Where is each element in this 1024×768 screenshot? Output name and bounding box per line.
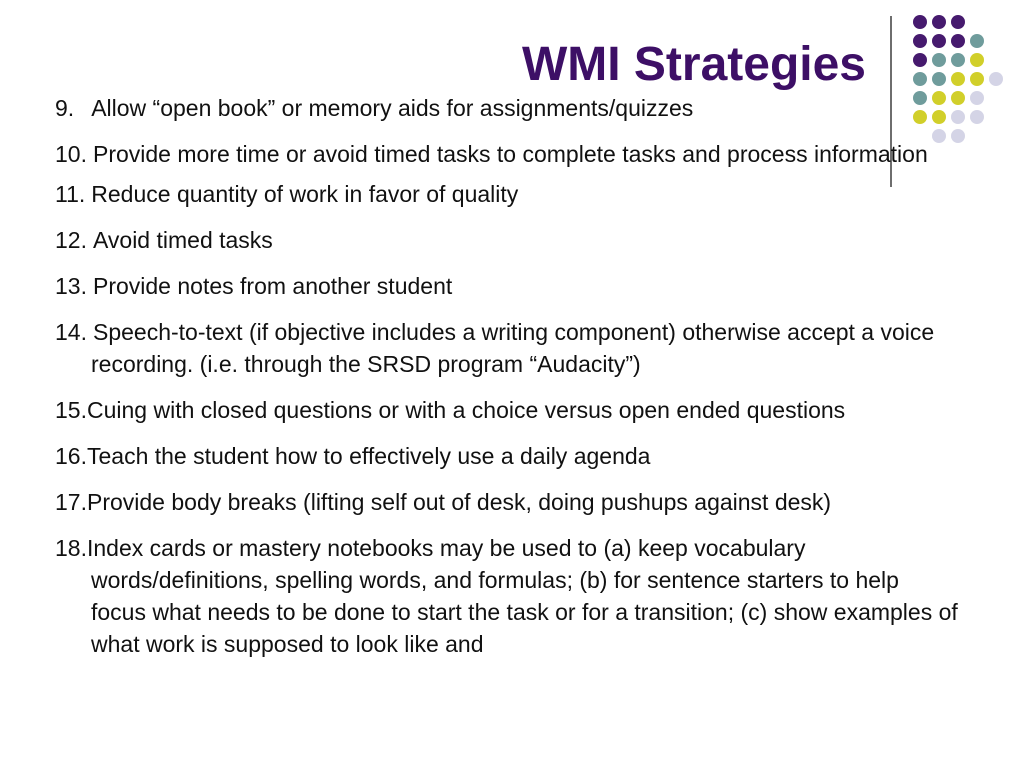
list-item-number: 13. — [55, 273, 87, 299]
list-item-text: Index cards or mastery notebooks may be used to (a) keep vocabulary words/definitions, spelling words, and formulas; (b) for sentence starters to help focus what needs to be done to start the task or for a transition; (c) show examples of what work is supposed to look like and — [86, 535, 958, 657]
list-item-11 — [55, 178, 960, 210]
decorative-dot — [932, 34, 946, 48]
list-item-number: 14. — [55, 319, 87, 345]
decorative-dot — [913, 53, 927, 67]
list-item-number: 16. — [55, 443, 87, 469]
slide-title: WMI Strategies — [521, 38, 866, 91]
decorative-dot — [970, 72, 984, 86]
list-item-text: Teach the student how to effectively use a daily agenda — [86, 443, 651, 469]
list-item-number: 12. — [55, 227, 87, 253]
list-item-17 — [55, 486, 960, 518]
list-item-13 — [55, 270, 960, 302]
list-item-number: 15. — [55, 397, 87, 423]
decorative-dot — [913, 34, 927, 48]
list-item-16 — [55, 440, 960, 472]
decorative-dot — [951, 72, 965, 86]
list-item-14 — [55, 316, 960, 380]
decorative-dot — [913, 72, 927, 86]
list-item-9 — [55, 92, 960, 124]
list-item-text: Cuing with closed questions or with a choice versus open ended questions — [86, 397, 846, 423]
decorative-dot — [989, 72, 1003, 86]
list-item-number: 11. — [55, 181, 86, 207]
decorative-dot — [951, 15, 965, 29]
list-item-text: Allow “open book” or memory aids for assignments/quizzes — [91, 95, 694, 121]
list-item-18 — [55, 532, 960, 660]
strategy-list — [55, 92, 960, 674]
decorative-dot — [951, 34, 965, 48]
decorative-dot — [951, 53, 965, 67]
decorative-dot — [970, 91, 984, 105]
list-item-number: 9. — [55, 95, 75, 121]
decorative-dot — [913, 15, 927, 29]
list-item-number: 18. — [55, 535, 87, 561]
list-item-number: 17. — [55, 489, 87, 515]
list-item-text: Avoid timed tasks — [92, 227, 273, 253]
decorative-dot — [932, 15, 946, 29]
decorative-dot — [970, 53, 984, 67]
decorative-dot — [932, 53, 946, 67]
list-item-10 — [55, 138, 960, 170]
list-item-text: Provide body breaks (lifting self out of desk, doing pushups against desk) — [86, 489, 832, 515]
decorative-dot — [932, 72, 946, 86]
list-item-number: 10. — [55, 141, 87, 167]
decorative-dot — [970, 110, 984, 124]
list-item-12 — [55, 224, 960, 256]
list-item-text: Provide more time or avoid timed tasks to complete tasks and process information — [92, 141, 928, 167]
list-item-text: Provide notes from another student — [92, 273, 453, 299]
list-item-text: Reduce quantity of work in favor of quality — [91, 181, 519, 207]
list-item-15 — [55, 394, 960, 426]
list-item-text: Speech-to-text (if objective includes a writing component) otherwise accept a voice recording. (i.e. through the SRSD program “Audacity”) — [91, 319, 935, 377]
decorative-dot — [970, 34, 984, 48]
